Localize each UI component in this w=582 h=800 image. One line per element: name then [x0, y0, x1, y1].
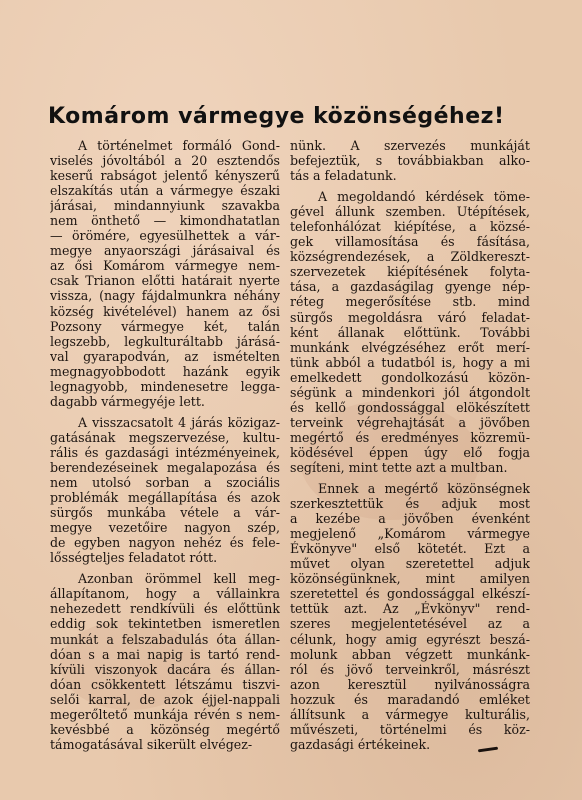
- text-line: járásai, mindannyiunk szavakba: [50, 198, 280, 214]
- text-line: nem utolsó sorban a szociális: [50, 475, 280, 491]
- text-line: csak Trianon előtti határait nyerte: [50, 273, 280, 289]
- text-line: de egyben nagyon nehéz és fele-: [50, 535, 280, 551]
- text-line: — örömére, egyesülhettek a vár-: [50, 228, 280, 244]
- text-line: Azonban örömmel kell meg-: [78, 571, 280, 587]
- text-line: tása, a gazdaságilag gyenge nép-: [290, 279, 530, 295]
- text-line: molunk abban végzett munkánk-: [290, 646, 530, 662]
- text-line: szeretettel és gondossággal elkészí-: [290, 586, 530, 602]
- right-text-column: [290, 138, 530, 758]
- text-line: viselés jóvoltából a 20 esztendős: [50, 153, 280, 169]
- text-line: nem önthető — kimondhatatlan: [50, 213, 280, 229]
- text-line: lősségteljes feladatot rótt.: [50, 550, 218, 566]
- text-line: val gyarapodván, az ismételten: [50, 348, 280, 364]
- text-line: szeres megjelentetésével az a: [290, 616, 530, 632]
- text-line: állapítanom, hogy a vállainkra: [50, 586, 280, 602]
- text-line: terveink végrehajtását a jövőben: [290, 414, 530, 430]
- text-line: megerőltető munkája révén s nem-: [50, 706, 280, 722]
- text-line: művet olyan szeretettel adjuk: [290, 556, 530, 572]
- text-line: Évkönyve" első kötetét. Ezt a: [290, 541, 530, 557]
- text-line: A történelmet formáló Gond-: [78, 138, 280, 153]
- text-line: tünk abból a tudatból is, hogy a mi: [290, 354, 530, 370]
- text-line: hozzuk és maradandó emléket: [290, 691, 530, 707]
- text-line: keserű rabságot jelentő kényszerű: [50, 168, 280, 184]
- text-line: dóan s a mai napig is tartó rend-: [50, 646, 280, 662]
- text-line: község kivételével) hanem az ősi: [50, 303, 280, 319]
- text-line: berendezéseinek megalapozása és: [50, 459, 280, 475]
- text-line: problémák megállapítása és azok: [50, 490, 280, 506]
- text-line: állítsunk a vármegye kulturális,: [290, 706, 530, 722]
- text-line: selői karral, de azok éjjel-nappali: [50, 691, 280, 707]
- text-line: segíteni, mint tette azt a multban.: [290, 459, 508, 475]
- text-line: sürgős munkába vétele a vár-: [50, 505, 280, 521]
- text-line: nünk. A szervezés munkáját: [290, 138, 530, 153]
- text-line: munkánk elvégzéséhez erőt merí-: [290, 339, 530, 355]
- text-line: Ennek a megértő közönségnek: [318, 481, 530, 497]
- paragraph: [290, 189, 530, 475]
- text-line: célunk, hogy amig egyrészt beszá-: [290, 631, 530, 647]
- text-line: szerkesztettük és adjuk most: [290, 496, 530, 512]
- text-line: támogatásával sikerült elvégez-: [50, 736, 253, 752]
- text-line: emelkedett gondolkozású közön-: [290, 369, 530, 385]
- paragraph: [50, 571, 280, 752]
- text-line: telefonhálózat kiépítése, a közsé-: [290, 219, 530, 235]
- text-line: rális és gazdasági intézményeinek,: [50, 444, 280, 460]
- paragraph: [50, 415, 280, 565]
- text-line: vissza, (nagy fájdalmunkra néhány: [50, 288, 280, 304]
- text-line: közönségünknek, mint amilyen: [290, 571, 530, 587]
- text-line: dóan csökkentett létszámu tiszvi-: [50, 676, 280, 692]
- text-line: legszebb, legkulturáltabb járásá-: [50, 333, 280, 349]
- text-line: tettük azt. Az „Évkönyv" rend-: [290, 601, 530, 617]
- text-line: és kellő gondossággal elökészített: [290, 399, 530, 415]
- text-line: községrendezések, a Zöldkereszt-: [290, 249, 530, 265]
- text-line: befejeztük, s továbbiakban alko-: [290, 153, 530, 169]
- text-line: munkát a felszabadulás óta állan-: [50, 631, 280, 647]
- text-line: legnagyobb, mindenesetre legga-: [50, 378, 280, 394]
- text-line: az ősi Komárom vármegye nem-: [50, 258, 280, 274]
- text-line: dagabb vármegyéje lett.: [50, 393, 205, 409]
- text-line: megye vezetőire nagyon szép,: [50, 520, 280, 536]
- left-text-column: [50, 138, 280, 758]
- paragraph: [290, 481, 530, 752]
- text-line: megértő és eredményes közremü-: [290, 429, 530, 445]
- text-line: gazdasági értékeinek.: [290, 736, 431, 752]
- text-line: megye anyaországi járásaival és: [50, 243, 280, 259]
- page-title: Komárom vármegye közönségéhez!: [48, 104, 505, 129]
- text-line: gével állunk szemben. Utépítések,: [290, 204, 530, 220]
- text-line: Pozsony vármegye két, talán: [50, 318, 280, 334]
- text-line: kevésbbé a közönség megértő: [50, 721, 280, 737]
- text-line: ködésével éppen úgy elő fogja: [290, 444, 530, 460]
- text-line: A megoldandó kérdések töme-: [318, 189, 530, 205]
- text-line: a kezébe a jövőben évenként: [290, 511, 530, 527]
- text-line: szervezetek kiépítésének folyta-: [290, 264, 530, 280]
- text-line: gatásának megszervezése, kultu-: [50, 429, 280, 445]
- text-line: ról és jövő terveinkről, másrészt: [290, 661, 530, 677]
- paragraph: [50, 138, 280, 409]
- text-line: gek villamosítása és fásítása,: [290, 234, 530, 250]
- text-line: elszakítás után a vármegye északi: [50, 183, 280, 199]
- text-line: megnagyobbodott hazánk egyik: [50, 363, 280, 379]
- text-line: ségünk a mindenkori jól átgondolt: [290, 384, 530, 400]
- text-line: nehezedett rendkívüli és előttünk: [50, 601, 280, 617]
- text-line: sürgős megoldásra váró feladat-: [290, 309, 530, 325]
- text-line: megjelenő „Komárom vármegye: [290, 526, 530, 542]
- text-line: réteg megerősítése stb. mind: [290, 294, 530, 310]
- text-line: azon keresztül nyilvánosságra: [290, 676, 530, 692]
- paragraph: [290, 138, 530, 183]
- text-line: kívüli viszonyok dacára és állan-: [50, 661, 280, 677]
- text-line: A visszacsatolt 4 járás közigaz-: [78, 414, 280, 430]
- text-line: művészeti, történelmi és köz-: [290, 721, 530, 737]
- text-line: eddig sok tekintetben ismeretlen: [50, 616, 280, 632]
- text-line: ként állanak előttünk. További: [290, 324, 530, 340]
- text-line: tás a feladatunk.: [290, 168, 397, 184]
